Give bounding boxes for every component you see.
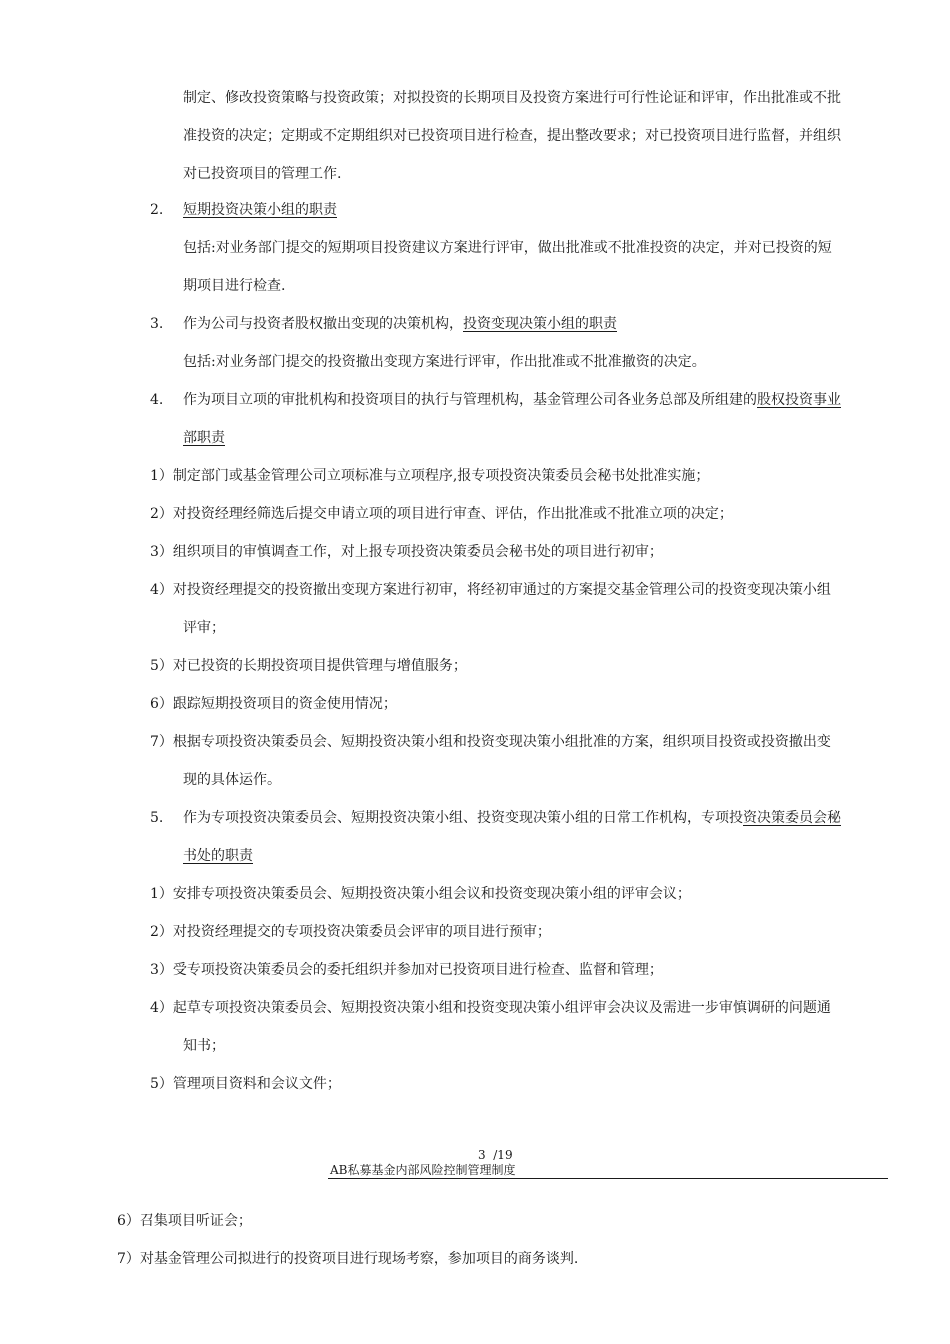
list-item	[150, 542, 663, 562]
section-number: 5.	[150, 810, 164, 826]
list-text: 对投资经理经筛选后提交申请立项的项目进行审查、评估，作出批准或不批准立项的决定；	[172, 506, 733, 522]
list-text: 对投资经理提交的专项投资决策委员会评审的项目进行预审；	[172, 924, 551, 940]
list-label: 5）	[150, 658, 173, 674]
list-text: 召集项目听证会；	[139, 1213, 252, 1229]
paragraph-line: 期项目进行检查.	[183, 278, 286, 294]
list-item	[150, 504, 733, 524]
heading-text: 作为项目立项的审批机构和投资项目的执行与管理机构，基金管理公司各业务总部及所组建的	[183, 392, 757, 408]
footer-divider	[328, 1178, 888, 1179]
heading-underlined-text: 书处的职责	[183, 848, 253, 864]
paragraph-line: 包括:对业务部门提交的投资撤出变现方案进行评审，作出批准或不批准撤资的决定。	[183, 354, 706, 370]
list-text: 跟踪短期投资项目的资金使用情况；	[172, 696, 397, 712]
list-text: 对投资经理提交的投资撤出变现方案进行初审，将经初审通过的方案提交基金管理公司的投资变现决策小组	[172, 582, 831, 598]
list-item-continuation: 评审；	[183, 620, 225, 636]
list-label: 6）	[150, 696, 173, 712]
heading-text: 作为公司与投资者股权撤出变现的决策机构，	[183, 316, 463, 332]
list-label: 7）	[150, 734, 173, 750]
list-text: 起草专项投资决策委员会、短期投资决策小组和投资变现决策小组评审会决议及需进一步审慎调研的问题通	[172, 1000, 831, 1016]
section-number: 2.	[150, 202, 164, 218]
list-item	[117, 1249, 578, 1269]
list-label: 3）	[150, 962, 173, 978]
list-item-continuation: 现的具体运作。	[183, 772, 281, 788]
list-label: 2）	[150, 506, 173, 522]
section-heading: 短期投资决策小组的职责	[183, 202, 337, 218]
list-label: 2）	[150, 924, 173, 940]
list-text: 组织项目的审慎调查工作，对上报专项投资决策委员会秘书处的项目进行初审；	[172, 544, 663, 560]
list-label: 1）	[150, 468, 173, 484]
list-label: 4）	[150, 582, 173, 598]
list-item	[150, 694, 397, 714]
section-heading	[183, 390, 841, 410]
list-text: 受专项投资决策委员会的委托组织并参加对已投资项目进行检查、监督和管理；	[172, 962, 663, 978]
heading-text: 作为专项投资决策委员会、短期投资决策小组、投资变现决策小组的日常工作机构，专项投	[183, 810, 743, 826]
paragraph-line: 包括:对业务部门提交的短期项目投资建议方案进行评审，做出批准或不批准投资的决定，并对已投资的短	[183, 240, 832, 256]
list-item	[150, 580, 831, 600]
list-item	[150, 960, 663, 980]
intro-line: 对已投资项目的管理工作.	[183, 166, 342, 182]
list-text: 对基金管理公司拟进行的投资项目进行现场考察，参加项目的商务谈判.	[139, 1251, 579, 1267]
section-heading	[183, 808, 841, 828]
page-number: 3 /19	[478, 1148, 513, 1162]
heading-underlined-text: 投资变现决策小组的职责	[463, 316, 617, 332]
heading-underlined-text: 资决策委员会秘	[743, 810, 841, 826]
list-label: 6）	[117, 1213, 140, 1229]
list-item	[150, 922, 551, 942]
list-item	[150, 884, 691, 904]
list-text: 管理项目资料和会议文件；	[172, 1076, 341, 1092]
list-label: 5）	[150, 1076, 173, 1092]
list-item	[150, 656, 467, 676]
footer-document-title: AB私募基金内部风险控制管理制度	[330, 1163, 516, 1177]
list-item	[150, 466, 709, 486]
list-text: 对已投资的长期投资项目提供管理与增值服务；	[172, 658, 467, 674]
list-text: 安排专项投资决策委员会、短期投资决策小组会议和投资变现决策小组的评审会议；	[172, 886, 691, 902]
list-text: 根据专项投资决策委员会、短期投资决策小组和投资变现决策小组批准的方案，组织项目投资或投资撤出变	[172, 734, 831, 750]
heading-underlined-text: 股权投资事业	[757, 392, 841, 408]
intro-line: 制定、修改投资策略与投资政策；对拟投资的长期项目及投资方案进行可行性论证和评审，作出批准或不批	[183, 90, 841, 106]
list-label: 1）	[150, 886, 173, 902]
intro-line: 准投资的决定；定期或不定期组织对已投资项目进行检查，提出整改要求；对已投资项目进行监督，并组织	[183, 128, 841, 144]
section-number: 3.	[150, 316, 164, 332]
list-label: 7）	[117, 1251, 140, 1267]
heading-underlined-text: 部职责	[183, 430, 225, 446]
list-item	[150, 732, 831, 752]
section-number: 4.	[150, 392, 164, 408]
list-item	[150, 1074, 341, 1094]
list-text: 制定部门或基金管理公司立项标准与立项程序,报专项投资决策委员会秘书处批准实施；	[172, 468, 710, 484]
list-label: 3）	[150, 544, 173, 560]
list-item-continuation: 知书；	[183, 1038, 225, 1054]
list-item	[117, 1211, 252, 1231]
list-item	[150, 998, 831, 1018]
list-label: 4）	[150, 1000, 173, 1016]
section-heading	[183, 314, 617, 334]
